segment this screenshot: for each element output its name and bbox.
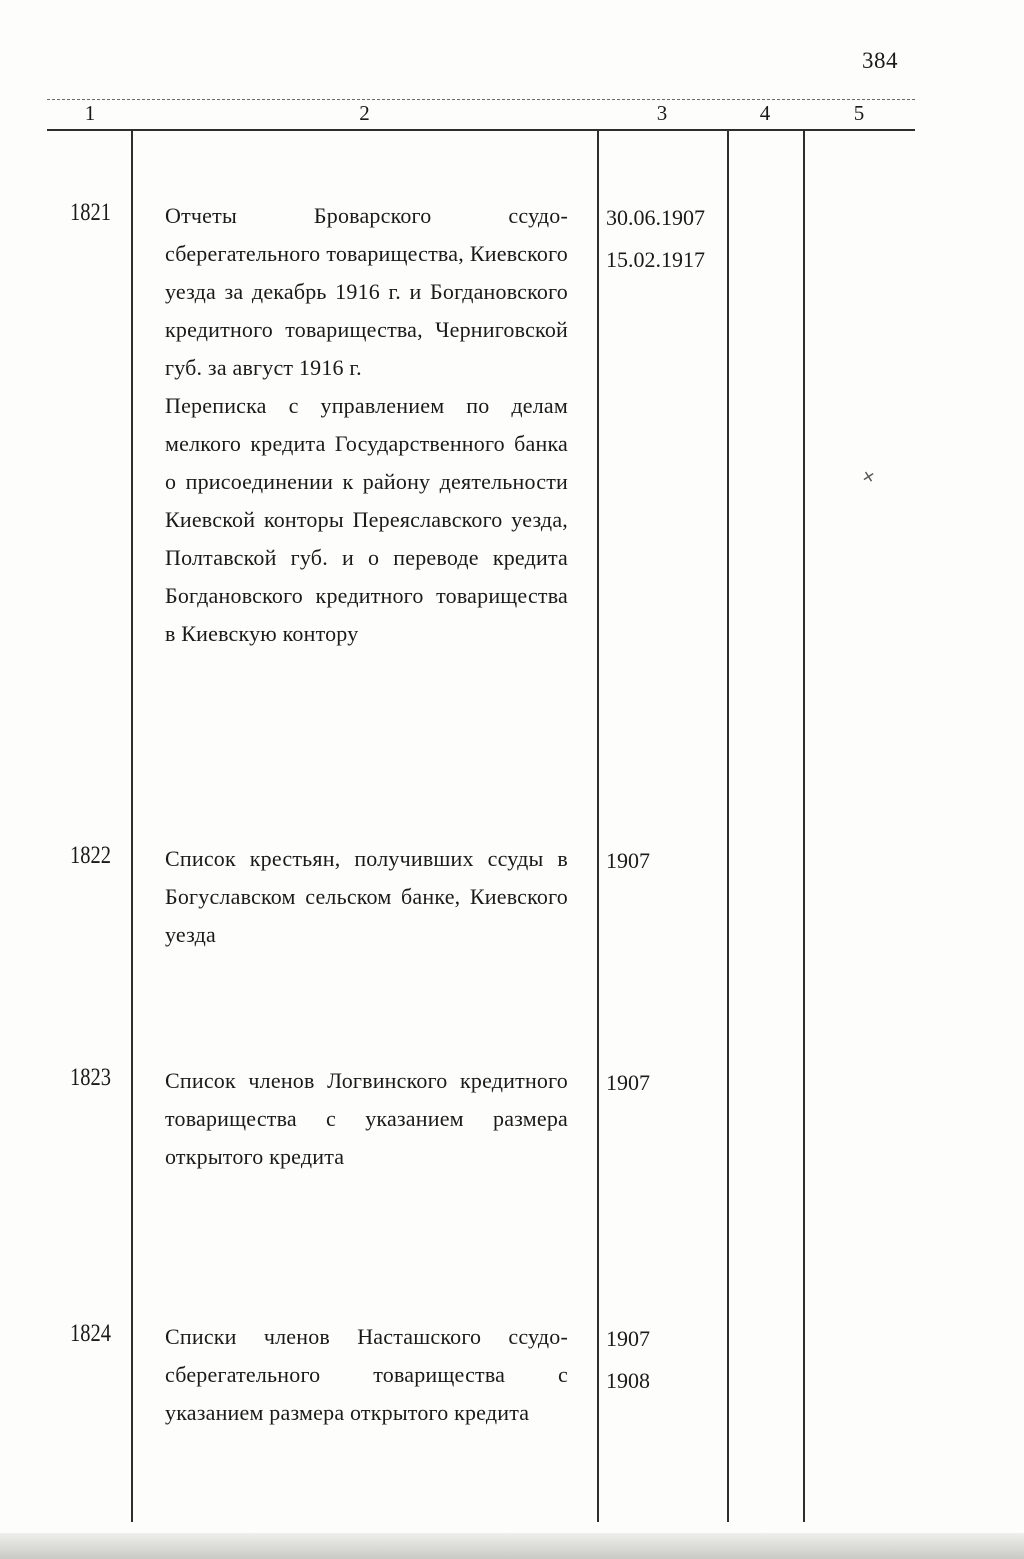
column-header-2: 2 <box>359 101 370 125</box>
description-paragraph: Список членов Логвинского кредитного товарищества с указанием размера открытого кредита <box>165 1068 568 1169</box>
column-header-3: 3 <box>656 101 668 125</box>
column-divider <box>803 131 805 1522</box>
date-line: 1907 <box>606 848 650 873</box>
header-rule <box>47 129 915 131</box>
column-divider <box>727 131 729 1522</box>
entry-dates <box>606 1062 724 1104</box>
description-paragraph: Отчеты Броварского ссудо-сберегательного товарищества, Киевского уезда за декабрь 1916 г. и Богдановского кредитного товарищества, Черниговской губ. за август 1916 г. <box>165 203 568 380</box>
entry-description <box>165 1318 568 1432</box>
entry-number: 1824 <box>70 1320 111 1347</box>
date-line: 1907 <box>606 1070 650 1095</box>
column-header-1: 1 <box>84 101 96 125</box>
date-line: 1907 <box>606 1326 650 1351</box>
entry-description <box>165 1062 568 1176</box>
date-line: 1908 <box>606 1368 650 1393</box>
entry-description <box>165 840 568 954</box>
entry-number: 1823 <box>70 1064 111 1091</box>
column-header-4: 4 <box>759 101 771 125</box>
entry-dates <box>606 1318 724 1402</box>
top-rule <box>47 99 915 100</box>
description-paragraph: Списки членов Насташского ссудо-сберегательного товарищества с указанием размера открытого кредита <box>165 1324 568 1425</box>
pen-mark-icon: ✕ <box>860 468 877 488</box>
entry-description <box>165 197 568 653</box>
column-divider <box>131 131 133 1522</box>
entry-dates <box>606 840 724 882</box>
description-paragraph: Переписка с управлением по делам мелкого кредита Государственного банка о присоединении к району деятельности Киевской конторы Переяславского уезда, Полтавской губ. и о переводе кредита Богдановского кредитного товарищества в Киевскую контору <box>165 393 568 646</box>
column-header-5: 5 <box>853 101 865 125</box>
entry-number: 1821 <box>70 199 111 226</box>
column-divider <box>597 131 599 1522</box>
scan-bottom-edge <box>0 1533 1024 1559</box>
description-paragraph: Список крестьян, получивших ссуды в Богуславском сельском банке, Киевского уезда <box>165 846 568 947</box>
entry-dates <box>606 197 724 281</box>
date-line: 15.02.1917 <box>606 247 705 272</box>
page-number: 384 <box>862 48 898 73</box>
date-line: 30.06.1907 <box>606 205 705 230</box>
entry-number: 1822 <box>70 842 111 869</box>
